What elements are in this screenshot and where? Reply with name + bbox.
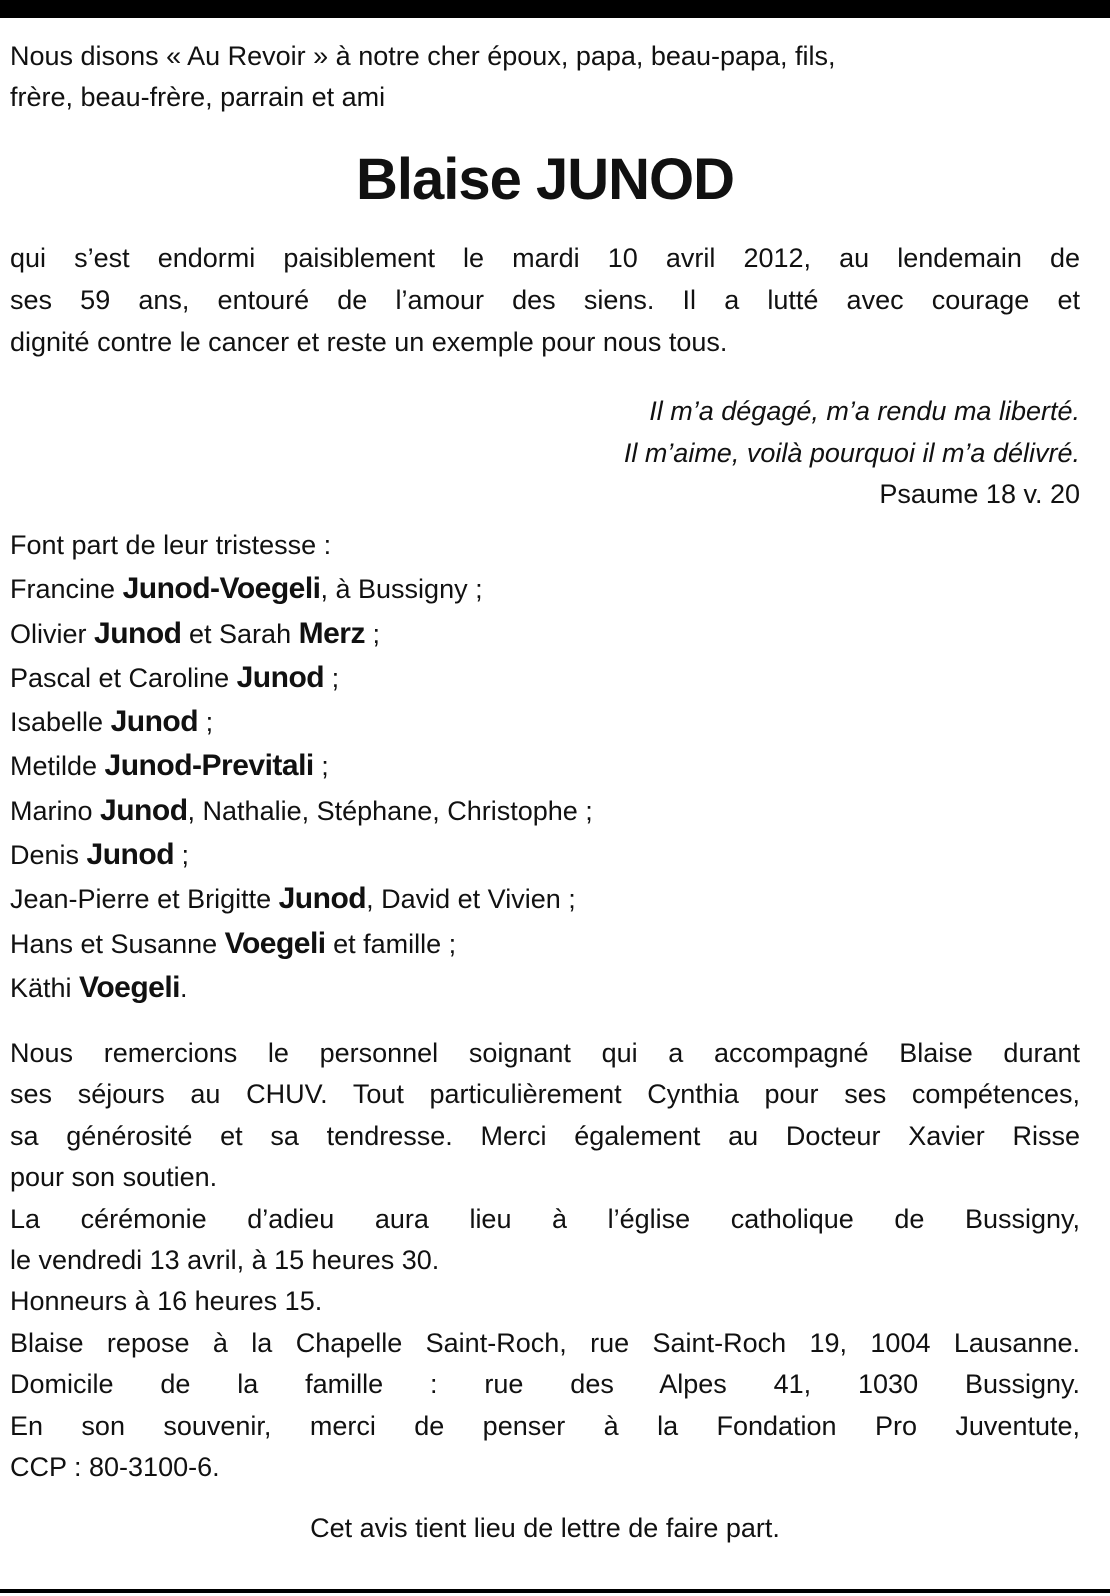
first-names: Marino xyxy=(10,795,101,826)
suffix: , David et Vivien ; xyxy=(366,884,576,915)
first-names: Olivier xyxy=(10,618,95,649)
death-announcement xyxy=(10,237,1080,363)
quote-line: Il m’aime, voilà pourquoi il m’a délivré. xyxy=(623,437,1080,468)
suffix: et famille ; xyxy=(325,928,457,959)
suffix: ; xyxy=(364,618,380,649)
intro-line: Nous disons « Au Revoir » à notre cher époux, papa, beau-papa, fils, xyxy=(10,41,836,71)
suffix: ; xyxy=(324,662,340,693)
quote-line: Il m’a dégagé, m’a rendu ma liberté. xyxy=(649,396,1080,426)
intro-line: frère, beau-frère, parrain et ami xyxy=(10,82,386,112)
text-line: La cérémonie d’adieu aura lieu à l’église catholique de Bussigny, xyxy=(10,1203,1080,1234)
announcement-line: ses 59 ans, entouré de l’amour des siens. Il a lutté avec courage et xyxy=(10,285,1080,315)
text-line: En son souvenir, merci de penser à la Fondation Pro Juventute, xyxy=(10,1410,1080,1441)
family-member xyxy=(10,744,1080,788)
psalm-quote xyxy=(10,391,1080,516)
surname: Junod xyxy=(86,838,175,872)
surname: Junod-Previtali xyxy=(104,749,314,783)
first-names: Denis xyxy=(10,840,87,871)
suffix: et Sarah xyxy=(181,618,299,649)
surname: Voegeli xyxy=(79,970,181,1004)
family-heading: Font part de leur tristesse : xyxy=(10,530,332,560)
first-names: Francine xyxy=(10,574,123,605)
text-line: Domicile de la famille : rue des Alpes 41, 1030 Bussigny. xyxy=(10,1369,1080,1400)
thanks-and-ceremony xyxy=(10,1033,1080,1488)
surname: Voegeli xyxy=(224,926,326,960)
family-list xyxy=(10,523,1080,1010)
family-member xyxy=(10,656,1080,700)
text-line: Honneurs à 16 heures 15. xyxy=(10,1286,323,1317)
family-member xyxy=(10,877,1080,921)
family-member xyxy=(10,612,1080,656)
closing-note: Cet avis tient lieu de lettre de faire part. xyxy=(310,1513,780,1543)
text-line: Nous remercions le personnel soignant qui a accompagné Blaise durant xyxy=(10,1038,1080,1068)
quote-reference: Psaume 18 v. 20 xyxy=(879,479,1080,509)
surname: Merz xyxy=(298,616,365,650)
announcement-line: dignité contre le cancer et reste un exemple pour nous tous. xyxy=(10,327,728,357)
family-member xyxy=(10,922,1080,966)
first-names: Pascal et Caroline xyxy=(10,662,237,693)
suffix: ; xyxy=(198,707,214,738)
family-member xyxy=(10,700,1080,744)
announcement-line: qui s’est endormi paisiblement le mardi 10 avril 2012, au lendemain de xyxy=(10,243,1080,273)
suffix: ; xyxy=(174,840,190,871)
surname: Junod-Voegeli xyxy=(122,572,321,606)
suffix: , Nathalie, Stéphane, Christophe ; xyxy=(187,795,593,826)
text-line: sa générosité et sa tendresse. Merci également au Docteur Xavier Risse xyxy=(10,1120,1080,1151)
suffix: . xyxy=(180,972,188,1003)
first-names: Jean-Pierre et Brigitte xyxy=(10,884,279,915)
family-member xyxy=(10,833,1080,877)
family-member xyxy=(10,567,1080,611)
intro-text xyxy=(10,36,1080,118)
bottom-border xyxy=(0,1589,1110,1593)
surname: Junod xyxy=(110,705,199,739)
first-names: Käthi xyxy=(10,972,80,1003)
text-line: CCP : 80-3100-6. xyxy=(10,1452,220,1483)
text-line: ses séjours au CHUV. Tout particulièrement Cynthia pour ses compétences, xyxy=(10,1079,1080,1110)
first-names: Metilde xyxy=(10,751,105,782)
text-line: le vendredi 13 avril, à 15 heures 30. xyxy=(10,1245,440,1276)
surname: Junod xyxy=(236,660,325,694)
suffix: ; xyxy=(313,751,329,782)
first-names: Isabelle xyxy=(10,707,111,738)
suffix: , à Bussigny ; xyxy=(320,574,483,605)
surname: Junod xyxy=(278,882,367,916)
top-border xyxy=(0,0,1110,18)
text-line: pour son soutien. xyxy=(10,1162,218,1193)
surname: Junod xyxy=(94,616,182,650)
surname: Junod xyxy=(100,793,188,827)
family-member xyxy=(10,789,1080,833)
text-line: Blaise repose à la Chapelle Saint-Roch, rue Saint-Roch 19, 1004 Lausanne. xyxy=(10,1327,1080,1358)
deceased-name: Blaise JUNOD xyxy=(355,147,735,212)
family-member xyxy=(10,966,1080,1010)
first-names: Hans et Susanne xyxy=(10,928,225,959)
